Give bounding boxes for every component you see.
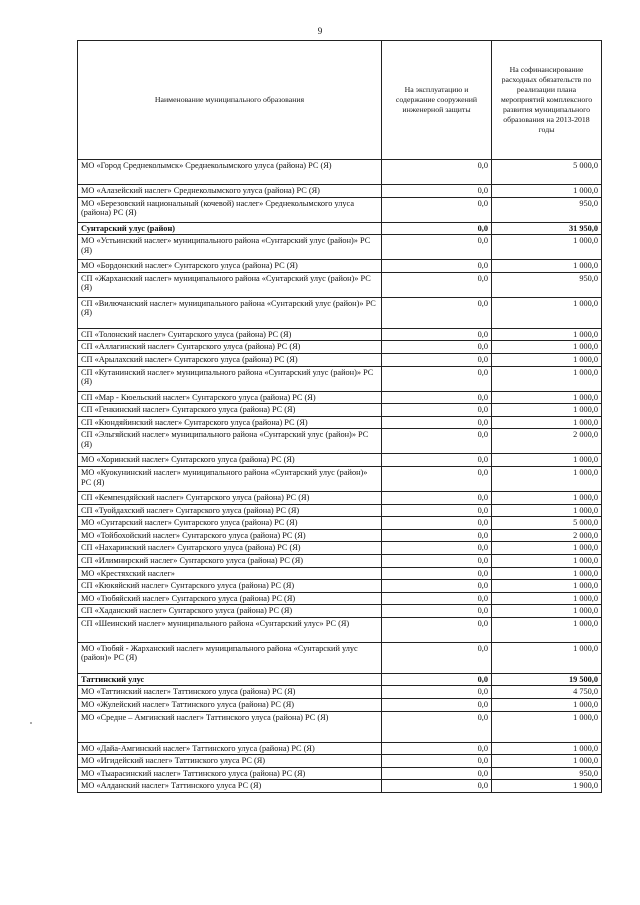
cell-cofinancing: 31 950,0 (492, 222, 602, 235)
cell-maintenance: 0,0 (382, 185, 492, 198)
cell-cofinancing: 1 000,0 (492, 466, 602, 491)
table-header-row (78, 41, 602, 160)
cell-name: МО «Березовский национальный (кочевой) наслег» Среднеколымского улуса (района) РС (Я) (78, 197, 382, 222)
cell-name: СП «Мар - Кюельский наслег» Сунтарского улуса (района) РС (Я) (78, 391, 382, 404)
cell-cofinancing: 1 000,0 (492, 617, 602, 642)
table-row (78, 711, 602, 742)
cell-name: СП «Толонский наслег» Сунтарского улуса (района) РС (Я) (78, 328, 382, 341)
cell-name: СП «Кутанинский наслег» муниципального района «Сунтарский улус (район)» РС (Я) (78, 366, 382, 391)
table-row (78, 673, 602, 686)
table-row (78, 504, 602, 517)
cell-maintenance: 0,0 (382, 755, 492, 768)
cell-maintenance: 0,0 (382, 542, 492, 555)
cell-maintenance: 0,0 (382, 580, 492, 593)
table-row (78, 605, 602, 618)
cell-maintenance: 0,0 (382, 673, 492, 686)
cell-maintenance: 0,0 (382, 504, 492, 517)
cell-cofinancing: 1 000,0 (492, 491, 602, 504)
table-row (78, 686, 602, 699)
table-row (78, 160, 602, 185)
cell-cofinancing: 2 000,0 (492, 529, 602, 542)
cell-cofinancing: 5 000,0 (492, 160, 602, 185)
cell-name: СП «Кюкяйский наслег» Сунтарского улуса (района) РС (Я) (78, 580, 382, 593)
cell-maintenance: 0,0 (382, 404, 492, 417)
table-row (78, 517, 602, 530)
cell-cofinancing: 2 000,0 (492, 429, 602, 454)
cell-cofinancing: 1 000,0 (492, 416, 602, 429)
cell-name: Сунтарский улус (район) (78, 222, 382, 235)
cell-name: МО «Хоринский наслег» Сунтарского улуса (района) РС (Я) (78, 454, 382, 467)
cell-name: СП «Илимнирский наслег» Сунтарского улуса (района) РС (Я) (78, 554, 382, 567)
cell-name: МО «Сунтарский наслег» Сунтарского улуса (района) РС (Я) (78, 517, 382, 530)
table-row (78, 454, 602, 467)
cell-name: СП «Туойдахский наслег» Сунтарского улуса (района) РС (Я) (78, 504, 382, 517)
table-row (78, 755, 602, 768)
cell-maintenance: 0,0 (382, 699, 492, 712)
table-row (78, 366, 602, 391)
cell-cofinancing: 1 000,0 (492, 366, 602, 391)
cell-name: СП «Арылахский наслег» Сунтарского улуса (района) РС (Я) (78, 353, 382, 366)
cell-name: МО «Дайа-Амгинский наслег» Таттинского улуса (района) РС (Я) (78, 742, 382, 755)
cell-cofinancing: 5 000,0 (492, 517, 602, 530)
table-row (78, 260, 602, 273)
cell-maintenance: 0,0 (382, 517, 492, 530)
cell-cofinancing: 1 000,0 (492, 328, 602, 341)
cell-cofinancing: 4 750,0 (492, 686, 602, 699)
cell-name: СП «Шеинский наслег» муниципального района «Сунтарский улус» РС (Я) (78, 617, 382, 642)
cell-maintenance: 0,0 (382, 328, 492, 341)
table-row (78, 197, 602, 222)
cell-maintenance: 0,0 (382, 466, 492, 491)
cell-cofinancing: 19 500,0 (492, 673, 602, 686)
table-row (78, 742, 602, 755)
cell-maintenance: 0,0 (382, 416, 492, 429)
cell-maintenance: 0,0 (382, 617, 492, 642)
table-row (78, 341, 602, 354)
cell-name: МО «Куокунинский наслег» муниципального района «Сунтарский улус (район)» РС (Я) (78, 466, 382, 491)
cell-cofinancing: 1 000,0 (492, 297, 602, 328)
table-body (78, 160, 602, 793)
table-row (78, 542, 602, 555)
cell-cofinancing: 1 000,0 (492, 391, 602, 404)
cell-cofinancing: 950,0 (492, 197, 602, 222)
table-row (78, 404, 602, 417)
cell-cofinancing: 1 000,0 (492, 341, 602, 354)
table-row (78, 391, 602, 404)
table-row (78, 554, 602, 567)
cell-name: МО «Устьинский наслег» муниципального района «Сунтарский улус (район)» РС (Я) (78, 235, 382, 260)
cell-maintenance: 0,0 (382, 767, 492, 780)
cell-name: МО «Алазейский наслег» Среднеколымского улуса (района) РС (Я) (78, 185, 382, 198)
cell-name: МО «Тойбохойский наслег» Сунтарского улуса (района) РС (Я) (78, 529, 382, 542)
cell-maintenance: 0,0 (382, 272, 492, 297)
table-row (78, 235, 602, 260)
cell-maintenance: 0,0 (382, 366, 492, 391)
cell-cofinancing: 1 000,0 (492, 454, 602, 467)
cell-cofinancing: 1 000,0 (492, 353, 602, 366)
cell-maintenance: 0,0 (382, 529, 492, 542)
cell-name: МО «Город Среднеколымск» Среднеколымского улуса (района) РС (Я) (78, 160, 382, 185)
table-row (78, 617, 602, 642)
cell-maintenance: 0,0 (382, 353, 492, 366)
cell-name: МО «Тюбяй - Жарханский наслег» муниципального района «Сунтарский улус (район)» РС (Я) (78, 642, 382, 673)
cell-maintenance: 0,0 (382, 567, 492, 580)
budget-table (77, 40, 602, 793)
cell-maintenance: 0,0 (382, 160, 492, 185)
cell-maintenance: 0,0 (382, 454, 492, 467)
cell-maintenance: 0,0 (382, 642, 492, 673)
cell-cofinancing: 1 000,0 (492, 711, 602, 742)
table-row (78, 466, 602, 491)
cell-name: МО «Бордонский наслег» Сунтарского улуса (района) РС (Я) (78, 260, 382, 273)
table-row (78, 297, 602, 328)
cell-cofinancing: 1 000,0 (492, 567, 602, 580)
cell-name: МО «Алданский наслег» Таттинского улуса РС (Я) (78, 780, 382, 793)
cell-name: СП «Вилючанский наслег» муниципального района «Сунтарский улус (район)» РС (Я) (78, 297, 382, 328)
cell-maintenance: 0,0 (382, 429, 492, 454)
table-row (78, 529, 602, 542)
cell-cofinancing: 1 000,0 (492, 542, 602, 555)
table-row (78, 592, 602, 605)
header-name: Наименование муниципального образования (78, 41, 382, 160)
table-row (78, 272, 602, 297)
cell-maintenance: 0,0 (382, 780, 492, 793)
cell-name: МО «Жулейский наслег» Таттинского улуса (района) РС (Я) (78, 699, 382, 712)
cell-name: МО «Средне – Амгинский наслег» Таттинского улуса (района) РС (Я) (78, 711, 382, 742)
cell-cofinancing: 1 000,0 (492, 742, 602, 755)
cell-name: СП «Кюндяйинский наслег» Сунтарского улуса (района) РС (Я) (78, 416, 382, 429)
cell-cofinancing: 1 000,0 (492, 260, 602, 273)
cell-name: СП «Кемпендяйский наслег» Сунтарского улуса (района) РС (Я) (78, 491, 382, 504)
cell-cofinancing: 950,0 (492, 767, 602, 780)
cell-maintenance: 0,0 (382, 260, 492, 273)
cell-name: СП «Жарханский наслег» муниципального района «Сунтарский улус (район)» РС (Я) (78, 272, 382, 297)
cell-cofinancing: 1 000,0 (492, 404, 602, 417)
cell-cofinancing: 1 000,0 (492, 235, 602, 260)
cell-cofinancing: 1 000,0 (492, 580, 602, 593)
table-row (78, 567, 602, 580)
table-row (78, 699, 602, 712)
cell-maintenance: 0,0 (382, 491, 492, 504)
table-row (78, 328, 602, 341)
cell-name: СП «Аллагинский наслег» Сунтарского улуса (района) РС (Я) (78, 341, 382, 354)
table-row (78, 222, 602, 235)
cell-maintenance: 0,0 (382, 554, 492, 567)
cell-cofinancing: 1 000,0 (492, 504, 602, 517)
table-row (78, 642, 602, 673)
scan-speck (30, 722, 32, 724)
cell-cofinancing: 1 000,0 (492, 592, 602, 605)
header-col2: На эксплуатацию и содержание сооружений инженерной защиты (382, 41, 492, 160)
cell-maintenance: 0,0 (382, 711, 492, 742)
table-row (78, 416, 602, 429)
cell-cofinancing: 1 000,0 (492, 642, 602, 673)
cell-maintenance: 0,0 (382, 742, 492, 755)
cell-cofinancing: 1 000,0 (492, 755, 602, 768)
table-row (78, 780, 602, 793)
cell-maintenance: 0,0 (382, 297, 492, 328)
cell-name: МО «Тюбяйский наслег» Сунтарского улуса (района) РС (Я) (78, 592, 382, 605)
table-row (78, 580, 602, 593)
table-row (78, 491, 602, 504)
cell-cofinancing: 1 000,0 (492, 699, 602, 712)
cell-maintenance: 0,0 (382, 592, 492, 605)
table-row (78, 185, 602, 198)
cell-maintenance: 0,0 (382, 686, 492, 699)
cell-name: Таттинский улус (78, 673, 382, 686)
header-col3: На софинансирование расходных обязательств по реализации плана мероприятий комплексного развития муниципального образования на 2013-2018 годы (492, 41, 602, 160)
cell-cofinancing: 950,0 (492, 272, 602, 297)
table-row (78, 767, 602, 780)
table-row (78, 429, 602, 454)
cell-cofinancing: 1 000,0 (492, 605, 602, 618)
cell-cofinancing: 1 000,0 (492, 554, 602, 567)
cell-name: СП «Хаданский наслег» Сунтарского улуса (района) РС (Я) (78, 605, 382, 618)
cell-name: МО «Таттинский наслег» Таттинского улуса (района) РС (Я) (78, 686, 382, 699)
cell-maintenance: 0,0 (382, 222, 492, 235)
page-number: 9 (317, 26, 323, 36)
cell-name: СП «Эльгяйский наслег» муниципального района «Сунтарский улус (район)» РС (Я) (78, 429, 382, 454)
cell-name: МО «Тыарасинский наслег» Таттинского улуса (района) РС (Я) (78, 767, 382, 780)
cell-name: МО «Игидейский наслег» Таттинского улуса РС (Я) (78, 755, 382, 768)
cell-name: МО «Крестяхский наслег» (78, 567, 382, 580)
table-row (78, 353, 602, 366)
cell-maintenance: 0,0 (382, 605, 492, 618)
cell-maintenance: 0,0 (382, 235, 492, 260)
cell-cofinancing: 1 900,0 (492, 780, 602, 793)
cell-maintenance: 0,0 (382, 197, 492, 222)
cell-name: СП «Нахаринский наслег» Сунтарского улуса (района) РС (Я) (78, 542, 382, 555)
cell-cofinancing: 1 000,0 (492, 185, 602, 198)
cell-maintenance: 0,0 (382, 341, 492, 354)
cell-maintenance: 0,0 (382, 391, 492, 404)
cell-name: СП «Генкинский наслег» Сунтарского улуса (района) РС (Я) (78, 404, 382, 417)
